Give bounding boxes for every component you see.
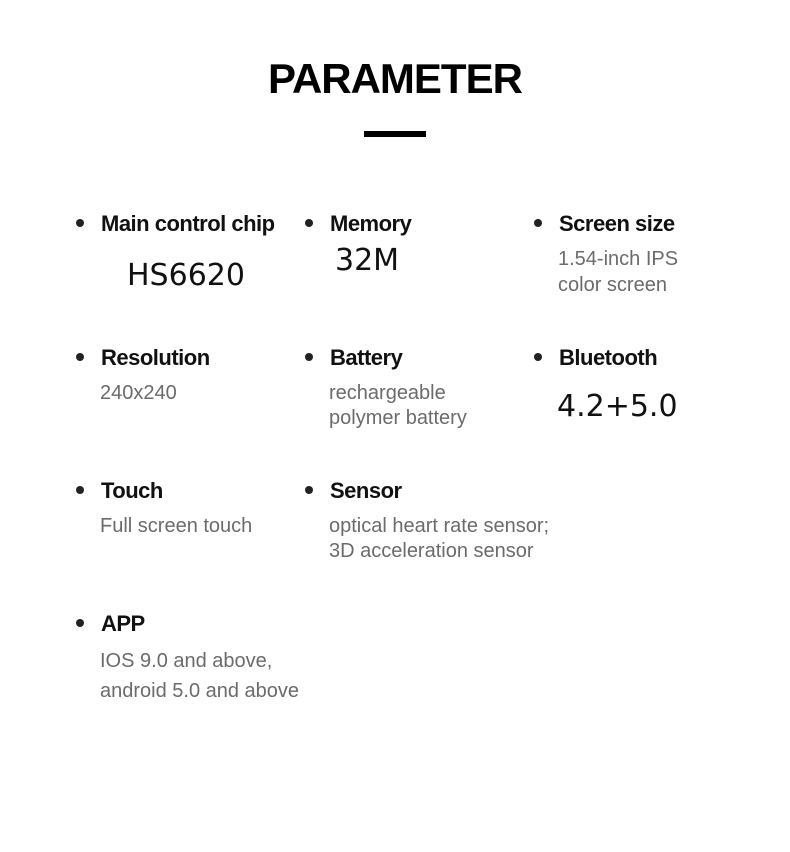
bullet-dot <box>76 486 84 494</box>
param-value: 32M <box>335 243 400 278</box>
param-value-line-2: android 5.0 and above <box>100 680 300 702</box>
param-label: Bluetooth <box>559 345 658 370</box>
param-label: Main control chip <box>101 211 275 236</box>
param-value-line-1: IOS 9.0 and above, <box>100 650 273 672</box>
param-label: Screen size <box>559 211 675 236</box>
param-label: APP <box>101 611 145 636</box>
param-value: 4.2+5.0 <box>557 389 678 424</box>
param-value: Full screen touch <box>100 515 253 537</box>
bullet-dot <box>534 219 542 227</box>
param-label: Battery <box>330 345 403 370</box>
bullet-dot <box>76 353 84 361</box>
bullet-dot <box>305 486 313 494</box>
bullet-dot <box>76 219 84 227</box>
param-value-line-2: 3D acceleration sensor <box>329 540 534 562</box>
bullet-dot <box>534 353 542 361</box>
param-label: Memory <box>330 211 412 236</box>
param-value: HS6620 <box>127 258 245 293</box>
param-label: Touch <box>101 478 163 503</box>
param-value-line-2: color screen <box>558 274 667 296</box>
param-value-line-1: optical heart rate sensor; <box>329 515 550 537</box>
bullet-dot <box>305 353 313 361</box>
title-underline <box>364 131 426 137</box>
bullet-dot <box>76 619 84 627</box>
param-value: 240x240 <box>100 382 177 404</box>
param-value-line-2: polymer battery <box>329 407 467 429</box>
param-label: Resolution <box>101 345 210 370</box>
param-value-line-1: 1.54-inch IPS <box>558 248 679 270</box>
bullet-dot <box>305 219 313 227</box>
page-title: PARAMETER <box>268 55 522 102</box>
param-label: Sensor <box>330 478 402 503</box>
param-value-line-1: rechargeable <box>329 382 446 404</box>
